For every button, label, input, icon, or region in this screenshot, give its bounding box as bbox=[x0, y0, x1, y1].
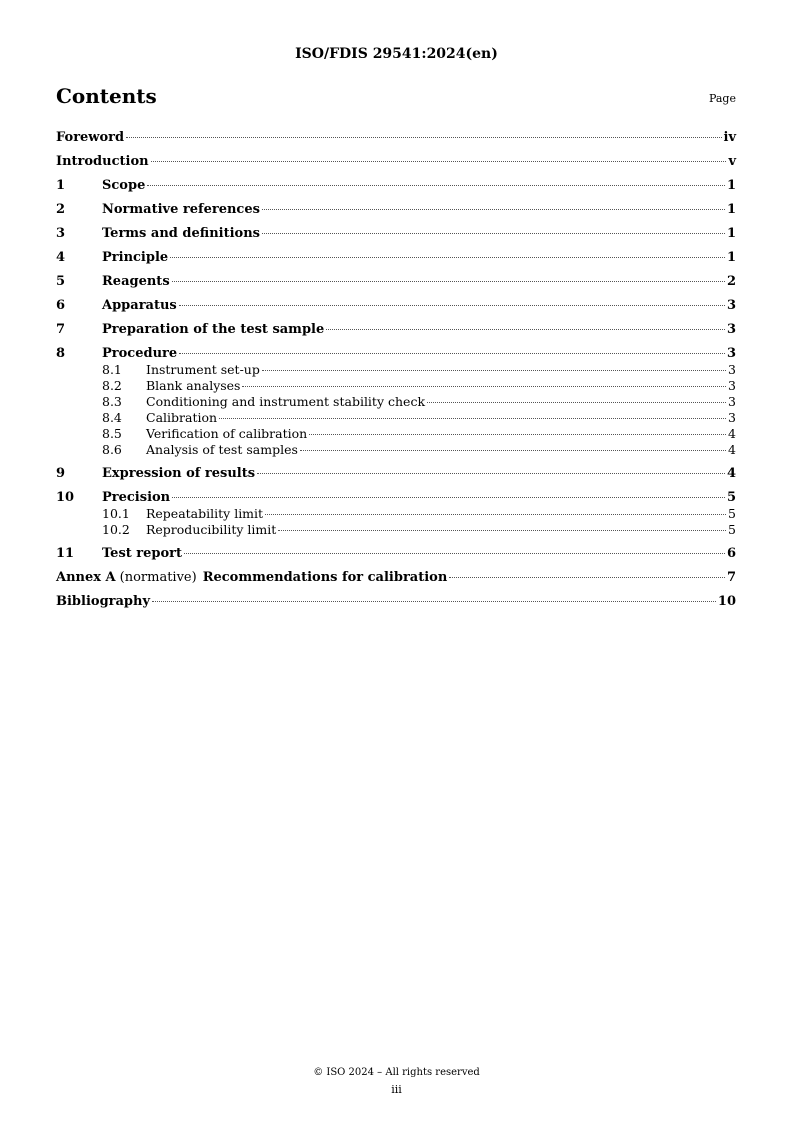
toc-page: 2 bbox=[726, 274, 736, 289]
toc-annex-qualifier: (normative) bbox=[119, 570, 197, 585]
toc-page: 10 bbox=[717, 594, 736, 609]
toc-entry-terms-and-definitions[interactable] bbox=[56, 224, 736, 248]
toc-number: 8.4 bbox=[102, 410, 122, 425]
toc-title: Reproducibility limit bbox=[146, 522, 277, 537]
toc-entry-apparatus[interactable] bbox=[56, 296, 736, 320]
page-number: iii bbox=[391, 1083, 402, 1096]
toc-title: Introduction bbox=[56, 154, 149, 169]
toc-number: 1 bbox=[56, 178, 66, 193]
dot-leader bbox=[257, 473, 725, 474]
toc-title: Bibliography bbox=[56, 594, 151, 609]
toc-page: 1 bbox=[726, 250, 736, 265]
toc-page: 3 bbox=[728, 362, 736, 377]
dot-leader bbox=[427, 402, 726, 403]
dot-leader bbox=[179, 353, 725, 354]
toc-number: 6 bbox=[56, 298, 66, 313]
toc-page: 3 bbox=[726, 298, 736, 313]
toc-page: 4 bbox=[726, 466, 736, 481]
toc-number: 8.5 bbox=[102, 426, 122, 441]
toc-subsections-precision bbox=[56, 506, 736, 538]
toc-page: 5 bbox=[728, 506, 736, 521]
toc-entry-scope[interactable] bbox=[56, 176, 736, 200]
toc-page: 6 bbox=[726, 546, 736, 561]
dot-leader bbox=[300, 450, 726, 451]
dot-leader bbox=[262, 370, 726, 371]
toc-title: Repeatability limit bbox=[146, 506, 264, 521]
toc-number: 8.3 bbox=[102, 394, 122, 409]
toc-number: 2 bbox=[56, 202, 66, 217]
toc-number: 4 bbox=[56, 250, 66, 265]
toc-title: Precision bbox=[102, 490, 171, 505]
toc-title: Apparatus bbox=[102, 298, 177, 313]
toc-page: 4 bbox=[728, 442, 736, 457]
toc-title: Foreword bbox=[56, 130, 125, 145]
toc-entry-bibliography[interactable] bbox=[56, 592, 736, 616]
toc-page: 3 bbox=[726, 322, 736, 337]
toc-page: 3 bbox=[728, 378, 736, 393]
dot-leader bbox=[152, 601, 716, 602]
toc-number: 5 bbox=[56, 274, 66, 289]
dot-leader bbox=[151, 161, 727, 162]
dot-leader bbox=[262, 209, 725, 210]
dot-leader bbox=[262, 233, 725, 234]
toc-title: Instrument set-up bbox=[146, 362, 260, 377]
toc-title: Blank analyses bbox=[146, 378, 241, 393]
toc-number: 7 bbox=[56, 322, 66, 337]
toc-entry-normative-references[interactable] bbox=[56, 200, 736, 224]
toc-entry-preparation-of-test-sample[interactable] bbox=[56, 320, 736, 344]
toc-number: 8.2 bbox=[102, 378, 122, 393]
toc-page: 1 bbox=[726, 226, 736, 241]
toc-title: Test report bbox=[102, 546, 183, 561]
toc-number: 10 bbox=[56, 490, 75, 505]
toc-entry-foreword[interactable] bbox=[56, 128, 736, 152]
toc-subentry-analysis-of-test-samples[interactable] bbox=[56, 442, 736, 458]
toc-subsections-procedure bbox=[56, 362, 736, 458]
page-column-label: Page bbox=[708, 92, 736, 105]
toc-number: 8 bbox=[56, 346, 66, 361]
dot-leader bbox=[179, 305, 725, 306]
toc-page: 3 bbox=[726, 346, 736, 361]
toc-subentry-calibration[interactable] bbox=[56, 410, 736, 426]
toc-title: Procedure bbox=[102, 346, 178, 361]
toc-page: iv bbox=[723, 130, 736, 145]
dot-leader bbox=[265, 514, 726, 515]
toc-subentry-blank-analyses[interactable] bbox=[56, 378, 736, 394]
dot-leader bbox=[184, 553, 725, 554]
toc-number: 3 bbox=[56, 226, 66, 241]
table-of-contents bbox=[56, 128, 736, 616]
toc-entry-introduction[interactable] bbox=[56, 152, 736, 176]
dot-leader bbox=[326, 329, 725, 330]
toc-entry-principle[interactable] bbox=[56, 248, 736, 272]
toc-number: 11 bbox=[56, 546, 75, 561]
toc-title: Calibration bbox=[146, 410, 218, 425]
toc-title: Verification of calibration bbox=[146, 426, 308, 441]
toc-entry-expression-of-results[interactable] bbox=[56, 464, 736, 488]
toc-number: 10.1 bbox=[102, 506, 130, 521]
toc-page: 7 bbox=[726, 570, 736, 585]
dot-leader bbox=[242, 386, 726, 387]
dot-leader bbox=[309, 434, 726, 435]
toc-title: Reagents bbox=[102, 274, 170, 289]
toc-annex-prefix: Annex A bbox=[56, 570, 116, 585]
toc-page: 3 bbox=[728, 410, 736, 425]
toc-page: 1 bbox=[726, 178, 736, 193]
toc-subentry-instrument-set-up[interactable] bbox=[56, 362, 736, 378]
dot-leader bbox=[126, 137, 721, 138]
toc-entry-test-report[interactable] bbox=[56, 544, 736, 568]
toc-title: Conditioning and instrument stability check bbox=[146, 394, 426, 409]
toc-subentry-verification-of-calibration[interactable] bbox=[56, 426, 736, 442]
dot-leader bbox=[170, 257, 725, 258]
toc-title: Normative references bbox=[102, 202, 260, 217]
toc-page: 5 bbox=[728, 522, 736, 537]
toc-title: Analysis of test samples bbox=[146, 442, 298, 457]
copyright-footer: © ISO 2024 – All rights reserved bbox=[313, 1067, 480, 1078]
toc-title: Principle bbox=[102, 250, 169, 265]
toc-number: 10.2 bbox=[102, 522, 130, 537]
toc-page: 1 bbox=[726, 202, 736, 217]
toc-entry-annex-a[interactable] bbox=[56, 568, 736, 592]
toc-title: Recommendations for calibration bbox=[202, 570, 448, 585]
toc-title: Terms and definitions bbox=[102, 226, 260, 241]
document-id-header: ISO/FDIS 29541:2024(en) bbox=[295, 46, 498, 62]
toc-number: 8.6 bbox=[102, 442, 122, 457]
toc-number: 9 bbox=[56, 466, 66, 481]
dot-leader bbox=[172, 281, 725, 282]
dot-leader bbox=[172, 497, 725, 498]
toc-page: 3 bbox=[728, 394, 736, 409]
toc-subentry-conditioning[interactable] bbox=[56, 394, 736, 410]
toc-subentry-repeatability-limit[interactable] bbox=[56, 506, 736, 522]
dot-leader bbox=[147, 185, 725, 186]
toc-page: 4 bbox=[728, 426, 736, 441]
toc-subentry-reproducibility-limit[interactable] bbox=[56, 522, 736, 538]
toc-title: Expression of results bbox=[102, 466, 256, 481]
toc-number: 8.1 bbox=[102, 362, 122, 377]
dot-leader bbox=[278, 530, 726, 531]
contents-title: Contents bbox=[56, 84, 157, 108]
toc-page: v bbox=[728, 154, 736, 169]
toc-title: Scope bbox=[102, 178, 146, 193]
toc-entry-reagents[interactable] bbox=[56, 272, 736, 296]
toc-title: Preparation of the test sample bbox=[102, 322, 325, 337]
dot-leader bbox=[219, 418, 726, 419]
dot-leader bbox=[449, 577, 725, 578]
toc-page: 5 bbox=[726, 490, 736, 505]
